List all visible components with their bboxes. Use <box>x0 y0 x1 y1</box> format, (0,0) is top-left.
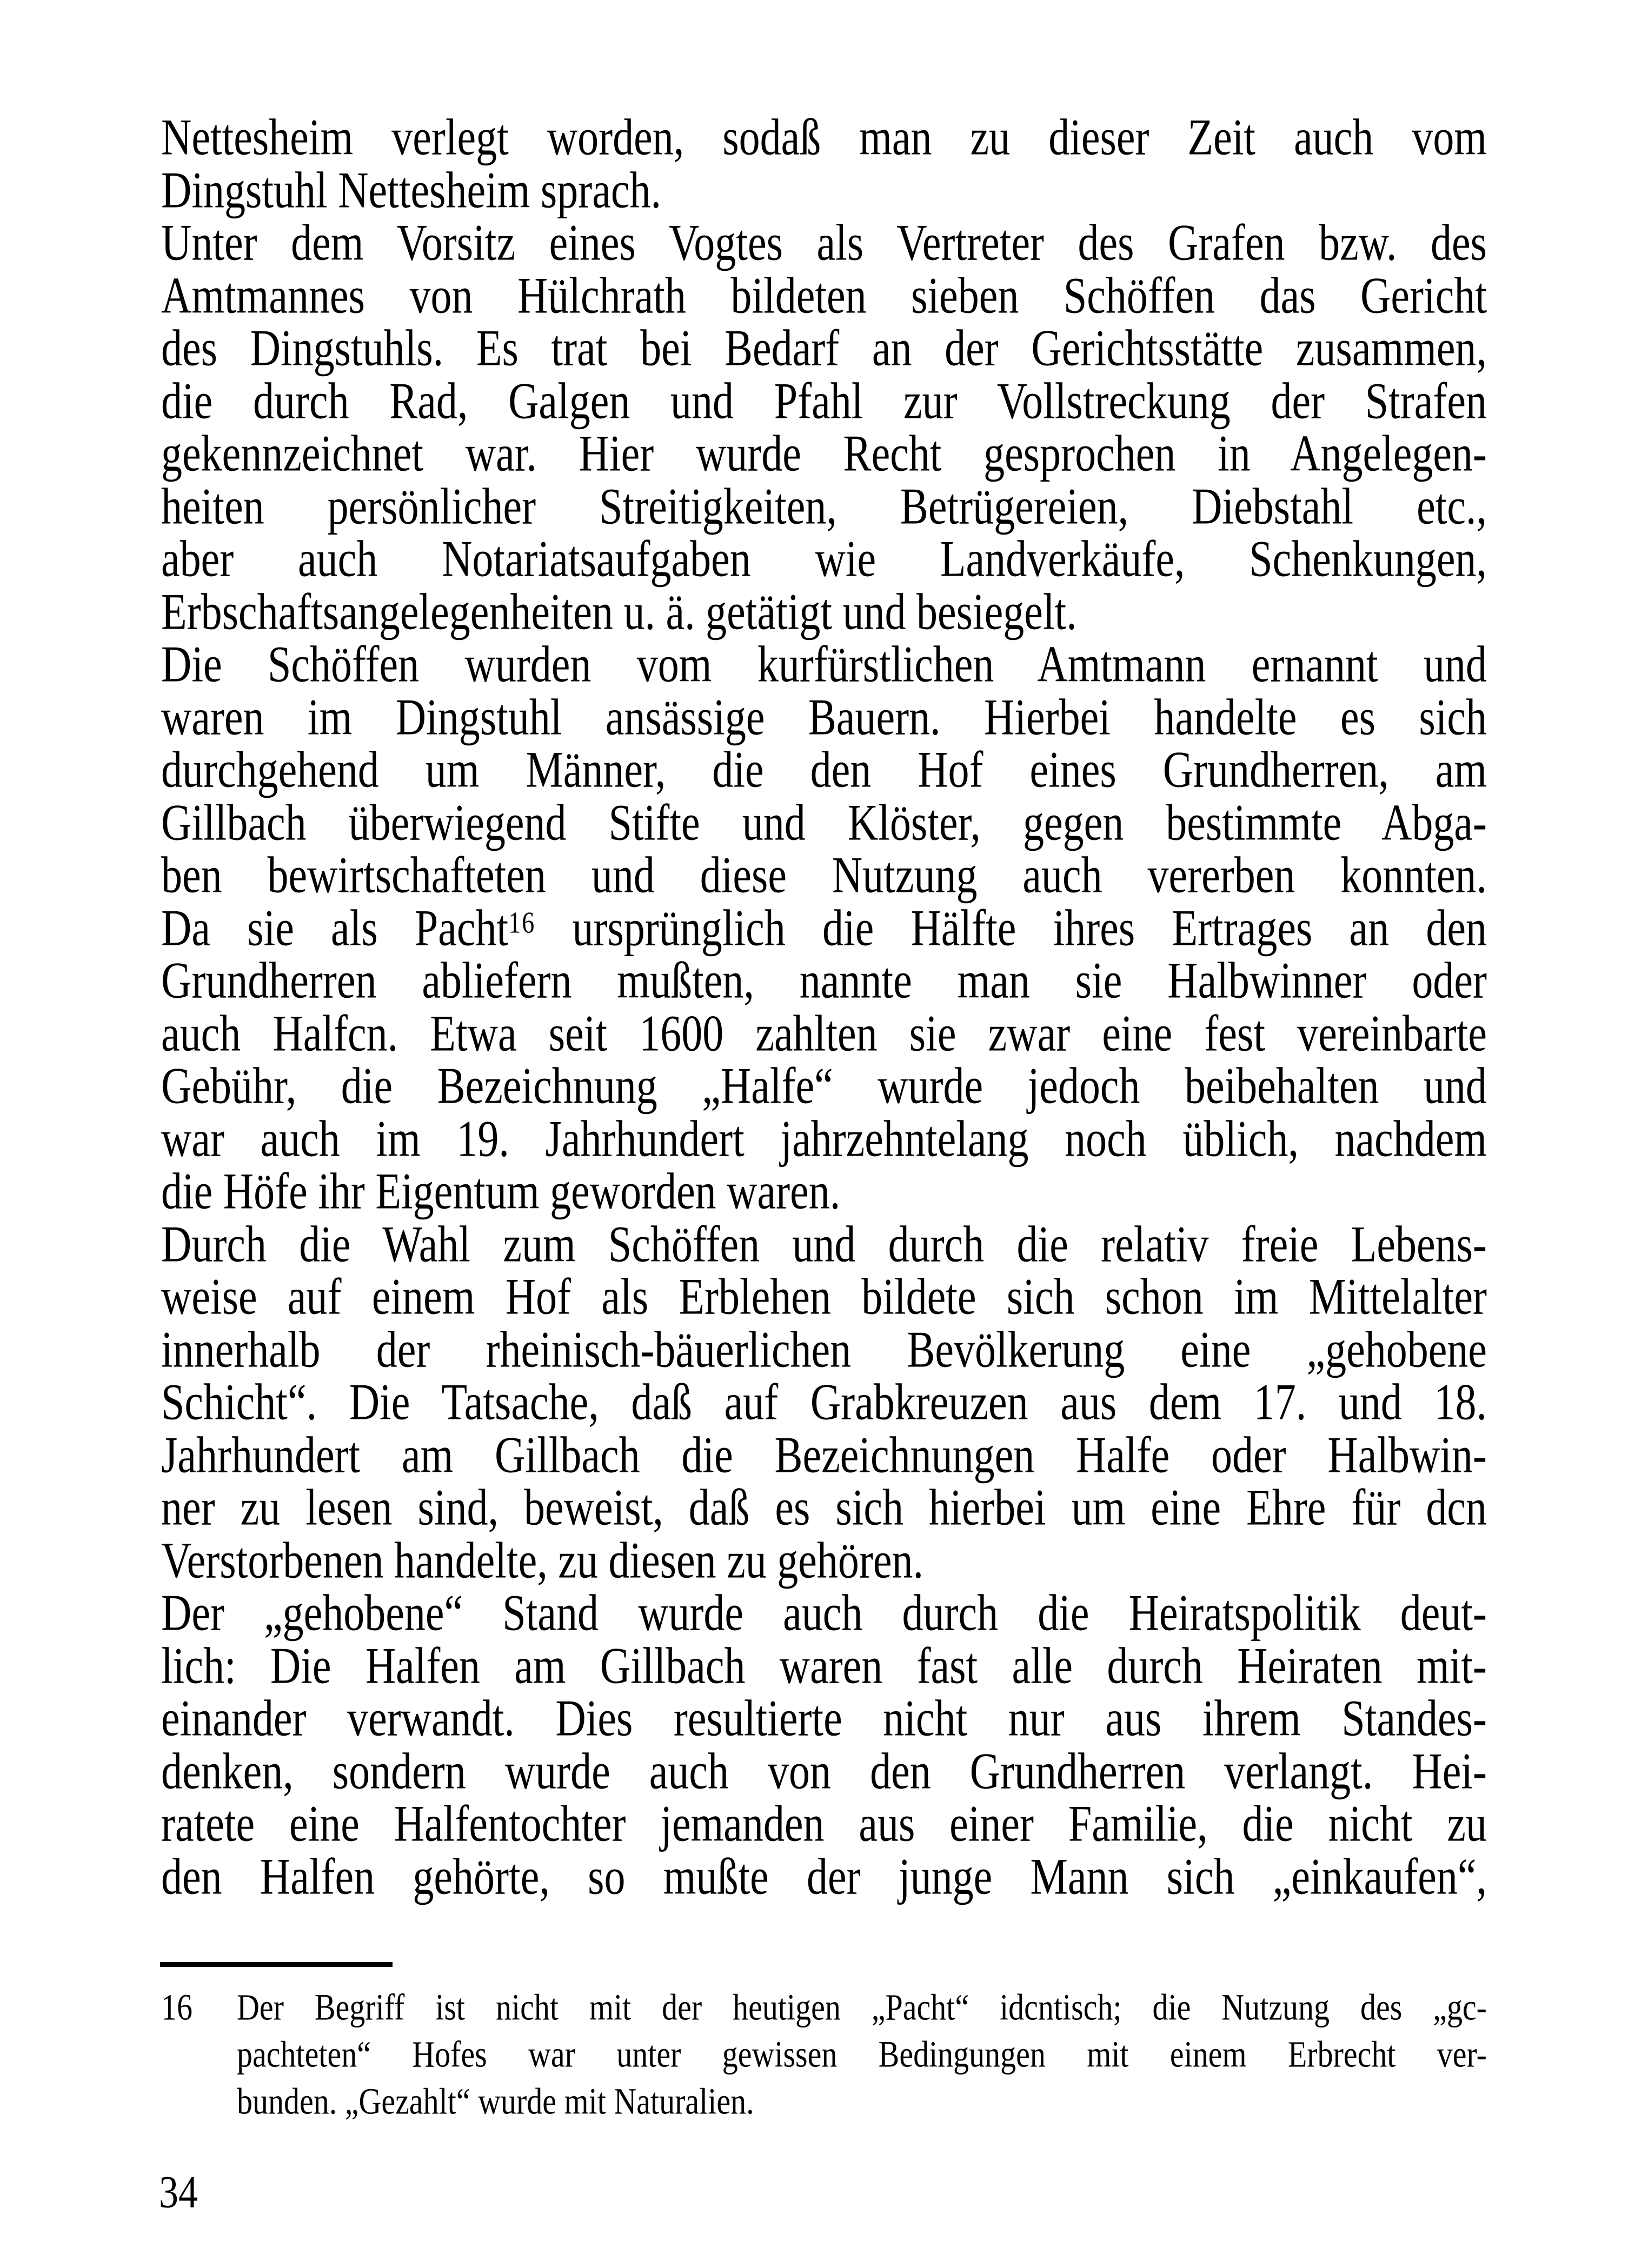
text-line: weise auf einem Hof als Erblehen bildete sich schon im Mittelalter <box>161 1268 1487 1325</box>
footnote-reference: 16 <box>508 905 536 939</box>
text-line: gekennzeichnet war. Hier wurde Recht gesprochen in Angelegen- <box>161 424 1487 482</box>
text-line: Der „gehobene“ Stand wurde auch durch die Heiratspolitik deut- <box>161 1584 1487 1642</box>
text-line: Gebühr, die Bezeichnung „Halfe“ wurde jedoch beibehalten und <box>161 1057 1487 1115</box>
text-line: Durch die Wahl zum Schöffen und durch die relativ freie Lebens- <box>161 1215 1487 1272</box>
text-line: den Halfen gehörte, so mußte der junge Mann sich „einkaufen“, <box>161 1847 1487 1905</box>
text-line: lich: Die Halfen am Gillbach waren fast alle durch Heiraten mit- <box>161 1636 1487 1694</box>
text-line: innerhalb der rheinisch-bäuerlichen Bevölkerung eine „gehobene <box>161 1320 1487 1378</box>
page-number: 34 <box>159 2166 198 2218</box>
text-line: waren im Dingstuhl ansässige Bauern. Hierbei handelte es sich <box>161 688 1487 745</box>
text-line: Schicht“. Die Tatsache, daß auf Grabkreuzen aus dem 17. und 18. <box>161 1373 1487 1431</box>
text-line: Amtmannes von Hülchrath bildeten sieben Schöffen das Gericht <box>161 266 1487 324</box>
footnote-line: Der Begriff ist nicht mit der heutigen „Pacht“ idcntisch; die Nutzung des „gc- <box>237 1986 1487 2028</box>
text-line: Unter dem Vorsitz eines Vogtes als Vertreter des Grafen bzw. des <box>161 214 1487 271</box>
text-line: Jahrhundert am Gillbach die Bezeichnungen Halfe oder Halbwin- <box>161 1425 1487 1483</box>
footnote <box>161 1979 1487 2120</box>
text-line: des Dingstuhls. Es trat bei Bedarf an der Gerichtsstätte zusammen, <box>161 319 1487 377</box>
footnote-number: 16 <box>161 1986 192 2028</box>
text-line: aber auch Notariatsaufgaben wie Landverkäufe, Schenkungen, <box>161 530 1487 588</box>
text-line: Verstorbenen handelte, zu diesen zu gehören. <box>161 1531 923 1589</box>
text-line: durchgehend um Männer, die den Hof eines Grundherren, am <box>161 741 1487 798</box>
footnote-text <box>237 1979 1487 2120</box>
text-segment: Da sie als Pacht <box>161 898 509 956</box>
text-line: ben bewirtschafteten und diese Nutzung auch vererben konnten. <box>161 846 1487 904</box>
text-line: Die Schöffen wurden vom kurfürstlichen Amtmann ernannt und <box>161 635 1487 693</box>
text-line: die durch Rad, Galgen und Pfahl zur Vollstreckung der Strafen <box>161 371 1487 429</box>
text-line: einander verwandt. Dies resultierte nicht nur aus ihrem Standes- <box>161 1689 1487 1747</box>
text-line: auch Halfcn. Etwa seit 1600 zahlten sie zwar eine fest vereinbarte <box>161 1004 1487 1062</box>
text-segment: ursprünglich die Hälfte ihres Ertrages an den <box>535 898 1487 956</box>
text-line: die Höfe ihr Eigentum geworden waren. <box>161 1162 841 1220</box>
text-line: ner zu lesen sind, beweist, daß es sich hierbei um eine Ehre für dcn <box>161 1478 1487 1536</box>
body-text <box>161 105 1487 1905</box>
text-line: denken, sondern wurde auch von den Grundherren verlangt. Hei- <box>161 1742 1487 1799</box>
text-line: heiten persönlicher Streitigkeiten, Betrügereien, Diebstahl etc., <box>161 477 1487 535</box>
text-line: Grundherren abliefern mußten, nannte man sie Halbwinner oder <box>161 951 1487 1009</box>
text-line: war auch im 19. Jahrhundert jahrzehntelang noch üblich, nachdem <box>161 1109 1487 1167</box>
text-line: ratete eine Halfentochter jemanden aus einer Familie, die nicht zu <box>161 1795 1487 1852</box>
text-line: Erbschaftsangelegenheiten u. ä. getätigt und besiegelt. <box>161 582 1077 640</box>
text-line: Dingstuhl Nettesheim sprach. <box>161 161 661 218</box>
footnote-line: bunden. „Gezahlt“ wurde mit Naturalien. <box>237 2080 754 2122</box>
footnote-line: pachteten“ Hofes war unter gewissen Bedingungen mit einem Erbrecht ver- <box>237 2033 1487 2075</box>
text-line: Nettesheim verlegt worden, sodaß man zu dieser Zeit auch vom <box>161 108 1487 166</box>
text-line: Gillbach überwiegend Stifte und Klöster, gegen bestimmte Abga- <box>161 793 1487 851</box>
footnote-rule <box>160 1962 393 1967</box>
